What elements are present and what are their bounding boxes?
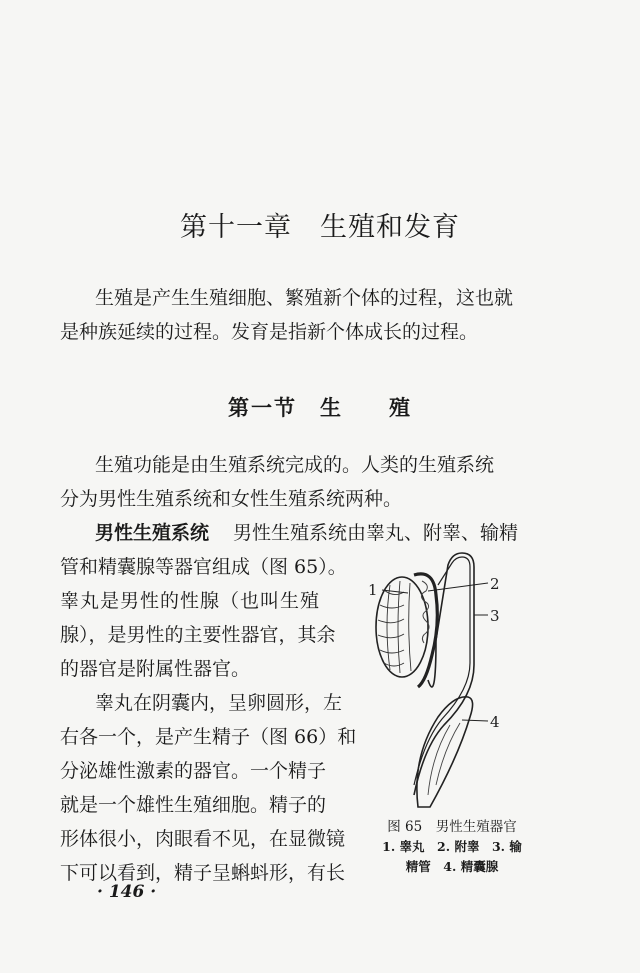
- chapter-title: 第十一章 生殖和发育: [180, 212, 460, 243]
- intro-line-1: 生殖是产生生殖细胞、繁殖新个体的过程，这也就: [95, 287, 514, 309]
- term-male-reproductive-system: 男性生殖系统: [95, 522, 210, 544]
- para2-line-1-rest: 男性生殖系统由睾丸、附睾、输精: [233, 522, 519, 544]
- para3-line-2: 右各一个，是产生精子（图 66）和: [60, 726, 357, 748]
- para2-line-3: 睾丸是男性的性腺（也叫生殖: [60, 590, 321, 612]
- para1-line-2: 分为男性生殖系统和女性生殖系统两种。: [60, 488, 403, 510]
- para2-line-5: 的器官是附属性器官。: [60, 658, 251, 680]
- para3-line-1: 睾丸在阴囊内，呈卵圆形，左: [95, 692, 343, 714]
- figure-caption-line-1: 1. 睾丸 2. 附睾 3. 输: [382, 839, 522, 854]
- para3-line-3: 分泌雄性激素的器官。一个精子: [60, 760, 327, 782]
- para2-line-4: 腺），是男性的主要性器官，其余: [60, 624, 336, 646]
- para2-line-1: [95, 518, 518, 545]
- figure-label-3: 3: [490, 607, 500, 625]
- page-number: · 146 ·: [97, 882, 157, 902]
- para3-line-5: 形体很小，肉眼看不见，在显微镜: [60, 828, 346, 850]
- para3-line-6: 下可以看到，精子呈蝌蚪形，有长: [60, 862, 346, 884]
- figure-label-1: 1: [368, 581, 378, 599]
- figure-caption-title: 图 65 男性生殖器官: [387, 819, 517, 835]
- figure-label-4: 4: [490, 713, 500, 731]
- seminal-vesicle-shape: [417, 697, 473, 807]
- figure-caption-line-2: 精管 4. 精囊腺: [405, 859, 499, 874]
- figure-label-2: 2: [490, 575, 500, 593]
- intro-line-2: 是种族延续的过程。发育是指新个体成长的过程。: [60, 321, 479, 343]
- para3-line-4: 就是一个雄性生殖细胞。精子的: [60, 794, 327, 816]
- para2-line-2: 管和精囊腺等器官组成（图 65）。: [60, 556, 347, 578]
- para1-line-1: 生殖功能是由生殖系统完成的。人类的生殖系统: [95, 454, 495, 476]
- section-title: 第一节 生 殖: [228, 395, 412, 420]
- figure-male-reproductive-organs: [362, 545, 542, 815]
